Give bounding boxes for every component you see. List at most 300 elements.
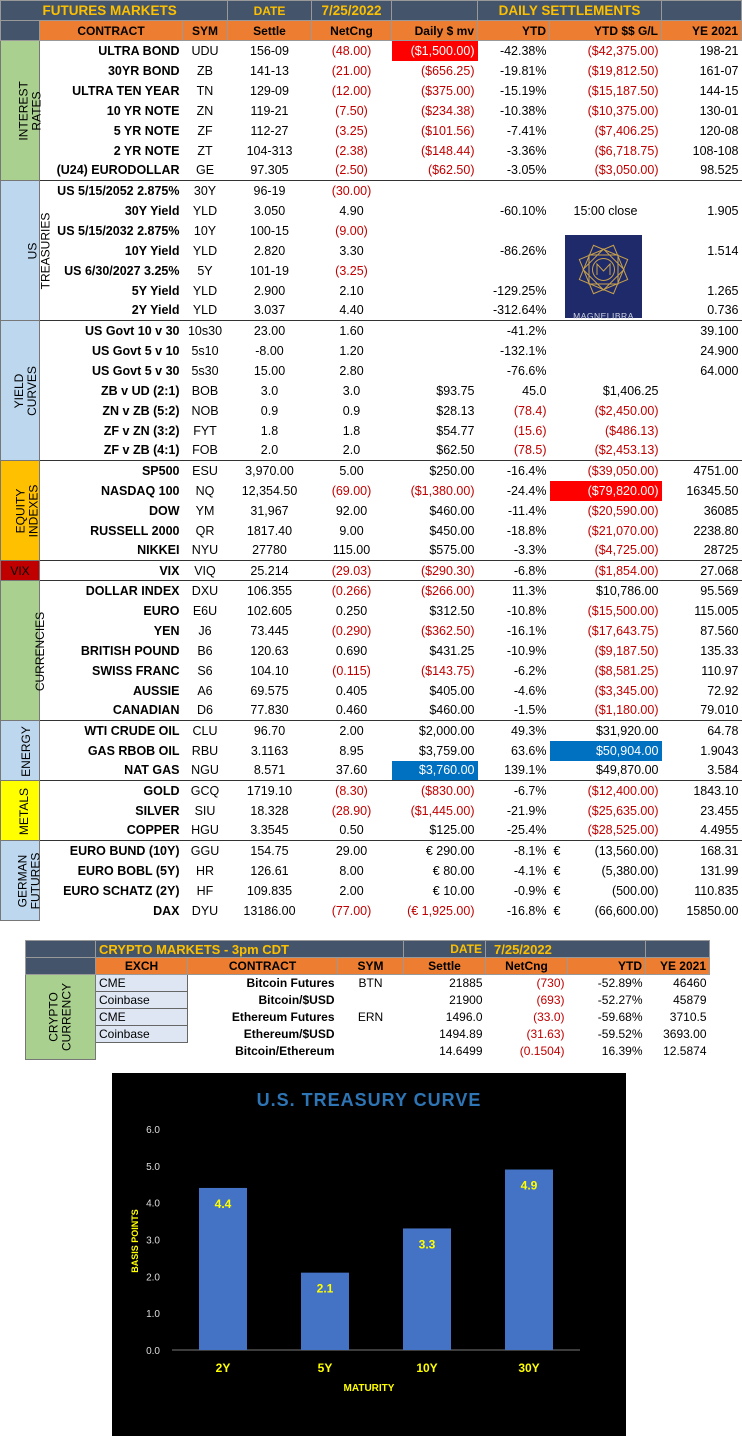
ytd-gl-cell: $49,870.00	[595, 763, 659, 778]
futures-title: FUTURES MARKETS	[40, 1, 228, 21]
futures-row	[1, 501, 742, 521]
netcng-cell: 3.30	[339, 243, 364, 258]
ye2021-cell: 64.000	[700, 363, 739, 378]
ye2021-cell	[662, 261, 742, 281]
ytd-gl-cell: ($1,180.00)	[594, 703, 659, 718]
crypto-group-label	[26, 975, 96, 1060]
netcng-cell: (2.38)	[335, 143, 368, 158]
ytd-gl-cell: ($3,050.00)	[594, 163, 659, 178]
futures-row	[1, 581, 742, 601]
settle-cell: 2.820	[253, 243, 286, 258]
futures-row	[1, 41, 742, 61]
ytd-cell: 11.3%	[478, 581, 550, 601]
ye2021-cell: 2238.80	[693, 523, 739, 538]
ytd-gl-cell	[550, 901, 662, 921]
futures-row	[1, 701, 742, 721]
ytd-cell: -16.4%	[478, 461, 550, 481]
crypto-contract-cell: Bitcoin/$USD	[258, 993, 335, 1007]
netcng-cell: 2.0	[342, 443, 361, 458]
netcng-cell: (0.115)	[332, 663, 371, 678]
daily-mv-cell: $28.13	[436, 403, 475, 418]
daily-mv-cell	[392, 261, 478, 281]
ye2021-cell	[662, 221, 742, 241]
contract-cell: COPPER	[126, 823, 180, 838]
sym-cell: SIU	[194, 803, 216, 818]
currency-symbol: €	[553, 883, 561, 898]
futures-date: 7/25/2022	[312, 1, 392, 21]
settle-cell: 18.328	[250, 803, 289, 818]
settle-cell: 119-21	[250, 103, 289, 118]
futures-row	[1, 141, 742, 161]
contract-cell: DOW	[148, 503, 180, 518]
group-label	[1, 181, 53, 321]
sym-cell: FOB	[192, 443, 218, 458]
ytd-gl-cell	[550, 361, 662, 381]
ytd-cell: -11.4%	[507, 503, 547, 518]
crypto-row	[26, 1009, 710, 1026]
y-tick-label: 1.0	[146, 1309, 160, 1321]
sym-cell: ZN	[196, 103, 214, 118]
crypto-ytd-cell: -59.68%	[597, 1010, 643, 1024]
ye2021-cell: 110.97	[701, 663, 739, 678]
daily-mv-cell: $3,760.00	[392, 761, 478, 781]
futures-row	[1, 181, 742, 201]
contract-cell: SILVER	[135, 803, 180, 818]
data-label: 4.9	[520, 1178, 538, 1193]
daily-mv-cell	[392, 201, 478, 221]
contract-cell: US Govt 5 v 10	[91, 343, 180, 358]
sym-cell: YM	[195, 503, 215, 518]
netcng-cell: 0.460	[335, 703, 368, 718]
ytd-cell: -16.8%	[506, 903, 547, 918]
daily-mv-cell: € 290.00	[392, 841, 478, 861]
settle-cell: 104.10	[250, 663, 289, 678]
crypto-sym-cell	[338, 1043, 404, 1060]
ye2021-cell: 1.265	[707, 283, 739, 298]
futures-row	[1, 381, 742, 401]
sym-cell: D6	[197, 703, 213, 718]
futures-row	[1, 841, 742, 861]
group-label-text: METALS	[17, 787, 32, 835]
sym-cell: GCQ	[183, 781, 228, 801]
sym-cell: HGU	[191, 823, 219, 838]
futures-row	[1, 361, 742, 381]
ytd-cell: -10.9%	[506, 643, 547, 658]
futures-row	[1, 461, 742, 481]
sym-cell: E6U	[192, 603, 218, 618]
ytd-gl-cell: ($15,187.50)	[587, 83, 659, 98]
contract-cell: SWISS FRANC	[92, 663, 180, 678]
sym-cell: YLD	[192, 303, 218, 318]
netcng-cell: (30.00)	[312, 181, 392, 201]
ytd-gl-cell: ($12,400.00)	[550, 781, 662, 801]
ytd-cell: -10.8%	[506, 603, 547, 618]
futures-row	[1, 561, 742, 581]
contract-cell: NASDAQ 100	[101, 483, 180, 498]
daily-mv-cell: ($1,500.00)	[392, 41, 478, 61]
ye2021-cell: 108-108	[692, 143, 739, 158]
sym-cell: NGU	[191, 763, 219, 778]
settle-cell: 1719.10	[228, 781, 312, 801]
crypto-ye2021-cell: 3710.5	[669, 1010, 707, 1024]
crypto-col-sym: SYM	[338, 958, 404, 975]
settle-cell: 129-09	[250, 83, 289, 98]
group-label-text: EQUITY INDEXES	[13, 484, 41, 537]
daily-mv-cell: $54.77	[436, 423, 475, 438]
daily-mv-cell: ($290.30)	[392, 561, 478, 581]
crypto-col-ye2021: YE 2021	[646, 958, 710, 975]
group-label	[1, 721, 40, 781]
sym-cell: ZT	[197, 143, 213, 158]
ytd-gl-cell: ($4,725.00)	[594, 543, 659, 558]
ye2021-cell: 95.569	[662, 581, 742, 601]
contract-cell: EURO BOBL (5Y)	[77, 863, 180, 878]
ytd-cell: -3.05%	[506, 163, 547, 178]
daily-mv-cell	[392, 301, 478, 321]
col-ytd-gl: YTD $$ G/L	[550, 21, 662, 41]
sym-cell: GGU	[183, 841, 228, 861]
ytd-cell: (78.4)	[513, 403, 547, 418]
netcng-cell: 92.00	[335, 503, 368, 518]
ye2021-cell: 72.92	[707, 683, 739, 698]
daily-mv-cell: $93.75	[436, 383, 475, 398]
ytd-cell: -60.10%	[499, 203, 547, 218]
netcng-cell: (0.290)	[331, 623, 372, 638]
netcng-cell: 4.90	[339, 203, 364, 218]
settle-cell: 120.63	[250, 643, 289, 658]
ye2021-cell: 0.736	[707, 303, 739, 318]
group-label	[1, 581, 48, 721]
netcng-cell: (21.00)	[331, 63, 372, 78]
daily-mv-cell: ($362.50)	[420, 623, 475, 638]
ytd-cell: -25.4%	[506, 823, 547, 838]
contract-cell: US Govt 10 v 30	[40, 321, 183, 341]
data-label: 4.4	[214, 1196, 232, 1211]
futures-row	[1, 441, 742, 461]
crypto-ye2021-cell: 12.5874	[663, 1044, 707, 1058]
netcng-cell: (9.00)	[335, 223, 368, 238]
settle-cell: 15.00	[253, 363, 286, 378]
settle-cell: 1.8	[260, 423, 279, 438]
ytd-gl-cell: ($21,070.00)	[587, 523, 659, 538]
group-label-text: ENERGY	[18, 725, 33, 777]
netcng-cell: 0.250	[335, 603, 368, 618]
settle-cell: 101-19	[250, 263, 289, 278]
settle-cell: 3.3545	[250, 823, 289, 838]
futures-row	[1, 81, 742, 101]
currency-symbol: €	[553, 863, 561, 878]
netcng-cell: (77.00)	[331, 903, 372, 918]
ytd-cell: -24.4%	[506, 483, 547, 498]
crypto-row	[26, 1026, 710, 1043]
settle-cell: 3.037	[253, 303, 286, 318]
crypto-netcng-cell: (0.1504)	[519, 1044, 565, 1058]
group-label-text: VIX	[10, 563, 30, 578]
ytd-cell: -0.9%	[513, 883, 547, 898]
crypto-contract-cell: Ethereum/$USD	[243, 1027, 335, 1041]
sym-cell: ZF	[197, 123, 213, 138]
x-tick-label: 2Y	[215, 1361, 231, 1375]
futures-row	[1, 421, 742, 441]
ye2021-cell: 15850.00	[686, 903, 739, 918]
col-netcng: NetCng	[312, 21, 392, 41]
bar-30y	[505, 1170, 553, 1350]
bar-2y	[199, 1188, 247, 1350]
daily-mv-cell: ($148.44)	[420, 143, 475, 158]
col-daily: Daily $ mv	[392, 21, 478, 41]
ytd-gl-cell: ($42,375.00)	[587, 43, 659, 58]
ye2021-cell: 1.9043	[700, 743, 739, 758]
crypto-col-ytd: YTD	[568, 958, 646, 975]
crypto-ytd-cell: -59.52%	[597, 1027, 643, 1041]
ye2021-cell: 110.835	[694, 883, 739, 898]
futures-row	[1, 401, 742, 421]
futures-row	[1, 761, 742, 781]
data-label: 3.3	[418, 1237, 436, 1252]
ye2021-cell: 168.31	[662, 841, 742, 861]
ytd-gl-cell: ($20,590.00)	[587, 503, 659, 518]
futures-row	[1, 721, 742, 741]
contract-cell: 30Y Yield	[124, 203, 180, 218]
ye2021-cell: 120-08	[699, 123, 739, 138]
ye2021-cell: 1.514	[707, 243, 739, 258]
ytd-gl-cell: $1,406.25	[602, 383, 659, 398]
sym-cell: NYU	[191, 543, 219, 558]
futures-row	[1, 61, 742, 81]
ytd-gl-cell	[550, 341, 662, 361]
contract-cell: NIKKEI	[137, 543, 180, 558]
netcng-cell: 9.00	[339, 523, 364, 538]
contract-cell: EURO	[143, 603, 180, 618]
crypto-ytd-cell: -52.27%	[597, 993, 643, 1007]
contract-cell: ZN v ZB (5:2)	[102, 403, 180, 418]
netcng-cell: 0.9	[342, 403, 361, 418]
contract-cell: EURO BUND (10Y)	[40, 841, 183, 861]
sym-cell: YLD	[192, 203, 218, 218]
crypto-settle-cell: 21885	[449, 976, 483, 991]
crypto-settle-cell: 1496.0	[445, 1010, 483, 1024]
sym-cell: A6	[197, 683, 213, 698]
settle-cell: 141-13	[250, 63, 289, 78]
ytd-cell: (15.6)	[513, 423, 547, 438]
ytd-gl-value: (13,560.00)	[594, 843, 659, 858]
group-label-text: CURRENCIES	[33, 611, 48, 691]
contract-cell: 2Y Yield	[131, 303, 180, 318]
daily-mv-cell	[392, 181, 478, 201]
daily-mv-cell: ($234.38)	[420, 103, 475, 118]
ye2021-cell: 23.455	[700, 803, 739, 818]
crypto-col-settle: Settle	[404, 958, 486, 975]
daily-mv-cell: $62.50	[436, 443, 475, 458]
daily-mv-cell: € 80.00	[432, 863, 475, 878]
ytd-cell: -312.64%	[492, 303, 547, 318]
netcng-cell: 5.00	[312, 461, 392, 481]
magnelibra-emblem	[565, 235, 642, 305]
col-contract: CONTRACT	[40, 21, 183, 41]
netcng-cell: (29.03)	[312, 561, 392, 581]
ye2021-cell: 1843.10	[662, 781, 742, 801]
ytd-cell: -6.8%	[478, 561, 550, 581]
ye2021-cell: 135.33	[700, 643, 739, 658]
settle-cell: 96.70	[228, 721, 312, 741]
contract-cell: GAS RBOB OIL	[87, 743, 180, 758]
ye2021-cell: 1.905	[707, 203, 739, 218]
futures-row	[1, 681, 742, 701]
ytd-gl-value: (500.00)	[611, 883, 659, 898]
daily-mv-cell: $312.50	[429, 603, 475, 618]
sym-cell: HR	[195, 863, 215, 878]
ytd-gl-cell: ($25,635.00)	[587, 803, 659, 818]
ytd-gl-cell: ($8,581.25)	[594, 663, 659, 678]
daily-mv-cell: $405.00	[429, 683, 475, 698]
crypto-col-exch: EXCH	[96, 958, 188, 975]
contract-cell: (U24) EURODOLLAR	[56, 163, 180, 178]
contract-cell: 5 YR NOTE	[113, 123, 180, 138]
daily-mv-cell	[392, 341, 478, 361]
settle-cell: 31,967	[250, 503, 289, 518]
ytd-cell	[478, 181, 550, 201]
sym-cell: 5s10	[191, 343, 219, 358]
settle-cell: 106.355	[228, 581, 312, 601]
contract-cell: ULTRA TEN YEAR	[72, 83, 180, 98]
settle-cell: 1817.40	[246, 523, 293, 538]
crypto-settle-cell: 14.6499	[439, 1044, 483, 1058]
ye2021-cell: 161-07	[699, 63, 739, 78]
ytd-gl-cell	[550, 861, 662, 881]
netcng-cell: (0.266)	[312, 581, 392, 601]
futures-row	[1, 821, 742, 841]
logo-text: MAGNELIBRA	[573, 311, 634, 321]
contract-cell: 10 YR NOTE	[106, 103, 180, 118]
settle-cell: 104-313	[246, 143, 293, 158]
sym-cell: VIQ	[183, 561, 228, 581]
ye2021-cell: 144-15	[699, 83, 739, 98]
settle-cell: 97.305	[250, 163, 289, 178]
settle-cell: 2.0	[260, 443, 279, 458]
settle-cell: 12,354.50	[241, 483, 298, 498]
crypto-date-label: DATE	[404, 941, 486, 958]
ytd-cell: -86.26%	[499, 243, 547, 258]
sym-cell: NQ	[195, 483, 215, 498]
sym-cell: 5Y	[197, 263, 213, 278]
x-tick-label: 30Y	[518, 1361, 540, 1375]
daily-mv-cell: ($1,380.00)	[410, 483, 475, 498]
ye2021-cell: 115.005	[694, 603, 739, 618]
netcng-cell: 29.00	[312, 841, 392, 861]
ye2021-cell: 24.900	[700, 343, 739, 358]
settle-cell: 23.00	[228, 321, 312, 341]
daily-mv-cell: ($101.56)	[420, 123, 475, 138]
netcng-cell: 1.20	[339, 343, 364, 358]
exchange-cell: Coinbase	[96, 1026, 188, 1043]
ye2021-cell: 87.560	[700, 623, 739, 638]
contract-cell: US 5/15/2032 2.875%	[57, 223, 180, 238]
ytd-cell: -10.38%	[499, 103, 547, 118]
settle-cell: 3.050	[253, 203, 286, 218]
currency-symbol: €	[553, 843, 561, 858]
settle-cell: 109.835	[246, 883, 293, 898]
futures-row	[1, 121, 742, 141]
sym-cell: NOB	[191, 403, 219, 418]
ytd-cell: -42.38%	[499, 43, 547, 58]
settle-cell: 13186.00	[243, 903, 296, 918]
crypto-sym-cell: BTN	[358, 976, 383, 991]
ytd-cell: -8.1%	[478, 841, 550, 861]
crypto-netcng-cell: (730)	[536, 976, 565, 991]
ye2021-cell: 28725	[703, 543, 739, 558]
netcng-cell: 3.0	[342, 383, 361, 398]
settle-cell: 100-15	[250, 223, 289, 238]
daily-mv-cell: $3,759.00	[418, 743, 475, 758]
contract-cell: ZF v ZB (4:1)	[103, 443, 180, 458]
sym-cell: 10s30	[183, 321, 228, 341]
ytd-gl-cell: ($7,406.25)	[594, 123, 659, 138]
contract-cell: 2 YR NOTE	[113, 143, 180, 158]
crypto-sym-cell	[338, 992, 404, 1009]
futures-row	[1, 201, 742, 221]
ye2021-cell: 3.584	[707, 763, 739, 778]
crypto-ytd-cell: 16.39%	[601, 1044, 643, 1058]
settle-cell: 126.61	[250, 863, 289, 878]
daily-mv-cell: ($830.00)	[392, 781, 478, 801]
futures-row	[1, 801, 742, 821]
sym-cell: DXU	[183, 581, 228, 601]
sym-cell: CLU	[183, 721, 228, 741]
daily-mv-cell: ($375.00)	[420, 83, 475, 98]
col-sym: SYM	[183, 21, 228, 41]
ye2021-cell: 198-21	[699, 43, 739, 58]
settle-cell: 2.900	[253, 283, 286, 298]
contract-cell: GOLD	[40, 781, 183, 801]
sym-cell: ESU	[183, 461, 228, 481]
ytd-gl-cell: ($3,345.00)	[594, 683, 659, 698]
netcng-cell: 4.40	[339, 303, 364, 318]
ytd-cell: -6.7%	[478, 781, 550, 801]
crypto-row	[26, 1043, 710, 1060]
contract-cell: VIX	[40, 561, 183, 581]
netcng-cell: 0.690	[335, 643, 368, 658]
crypto-netcng-cell: (31.63)	[526, 1027, 565, 1041]
ytd-cell	[478, 261, 550, 281]
x-axis-title: MATURITY	[343, 1383, 395, 1394]
crypto-settle-cell: 21900	[449, 993, 483, 1007]
ye2021-cell: 16345.50	[686, 483, 739, 498]
daily-mv-cell	[392, 281, 478, 301]
ytd-gl-cell: ($1,854.00)	[550, 561, 662, 581]
ye2021-cell: 64.78	[662, 721, 742, 741]
y-axis-title: BASIS POINTS	[130, 1209, 140, 1273]
crypto-ytd-cell: -52.89%	[597, 976, 643, 991]
contract-cell: NAT GAS	[124, 763, 180, 778]
ytd-gl-cell: ($2,453.13)	[594, 443, 659, 458]
ye2021-cell	[662, 441, 742, 461]
crypto-contract-cell: Bitcoin/Ethereum	[235, 1044, 335, 1058]
ytd-gl-cell: $31,920.00	[550, 721, 662, 741]
settle-cell: 96-19	[228, 181, 312, 201]
daily-mv-cell: $460.00	[429, 503, 475, 518]
daily-mv-cell	[392, 321, 478, 341]
ytd-cell: -129.25%	[492, 283, 547, 298]
contract-cell: US 5/15/2052 2.875%	[40, 181, 183, 201]
ytd-gl-value: (66,600.00)	[594, 903, 659, 918]
ytd-cell: -16.1%	[506, 623, 547, 638]
crypto-contract-cell: Ethereum Futures	[231, 1010, 335, 1024]
y-tick-label: 3.0	[146, 1235, 160, 1247]
ytd-gl-cell	[550, 841, 662, 861]
daily-mv-cell: $431.25	[429, 643, 475, 658]
y-tick-label: 0.0	[146, 1346, 160, 1357]
settle-cell: -8.00	[255, 343, 284, 358]
